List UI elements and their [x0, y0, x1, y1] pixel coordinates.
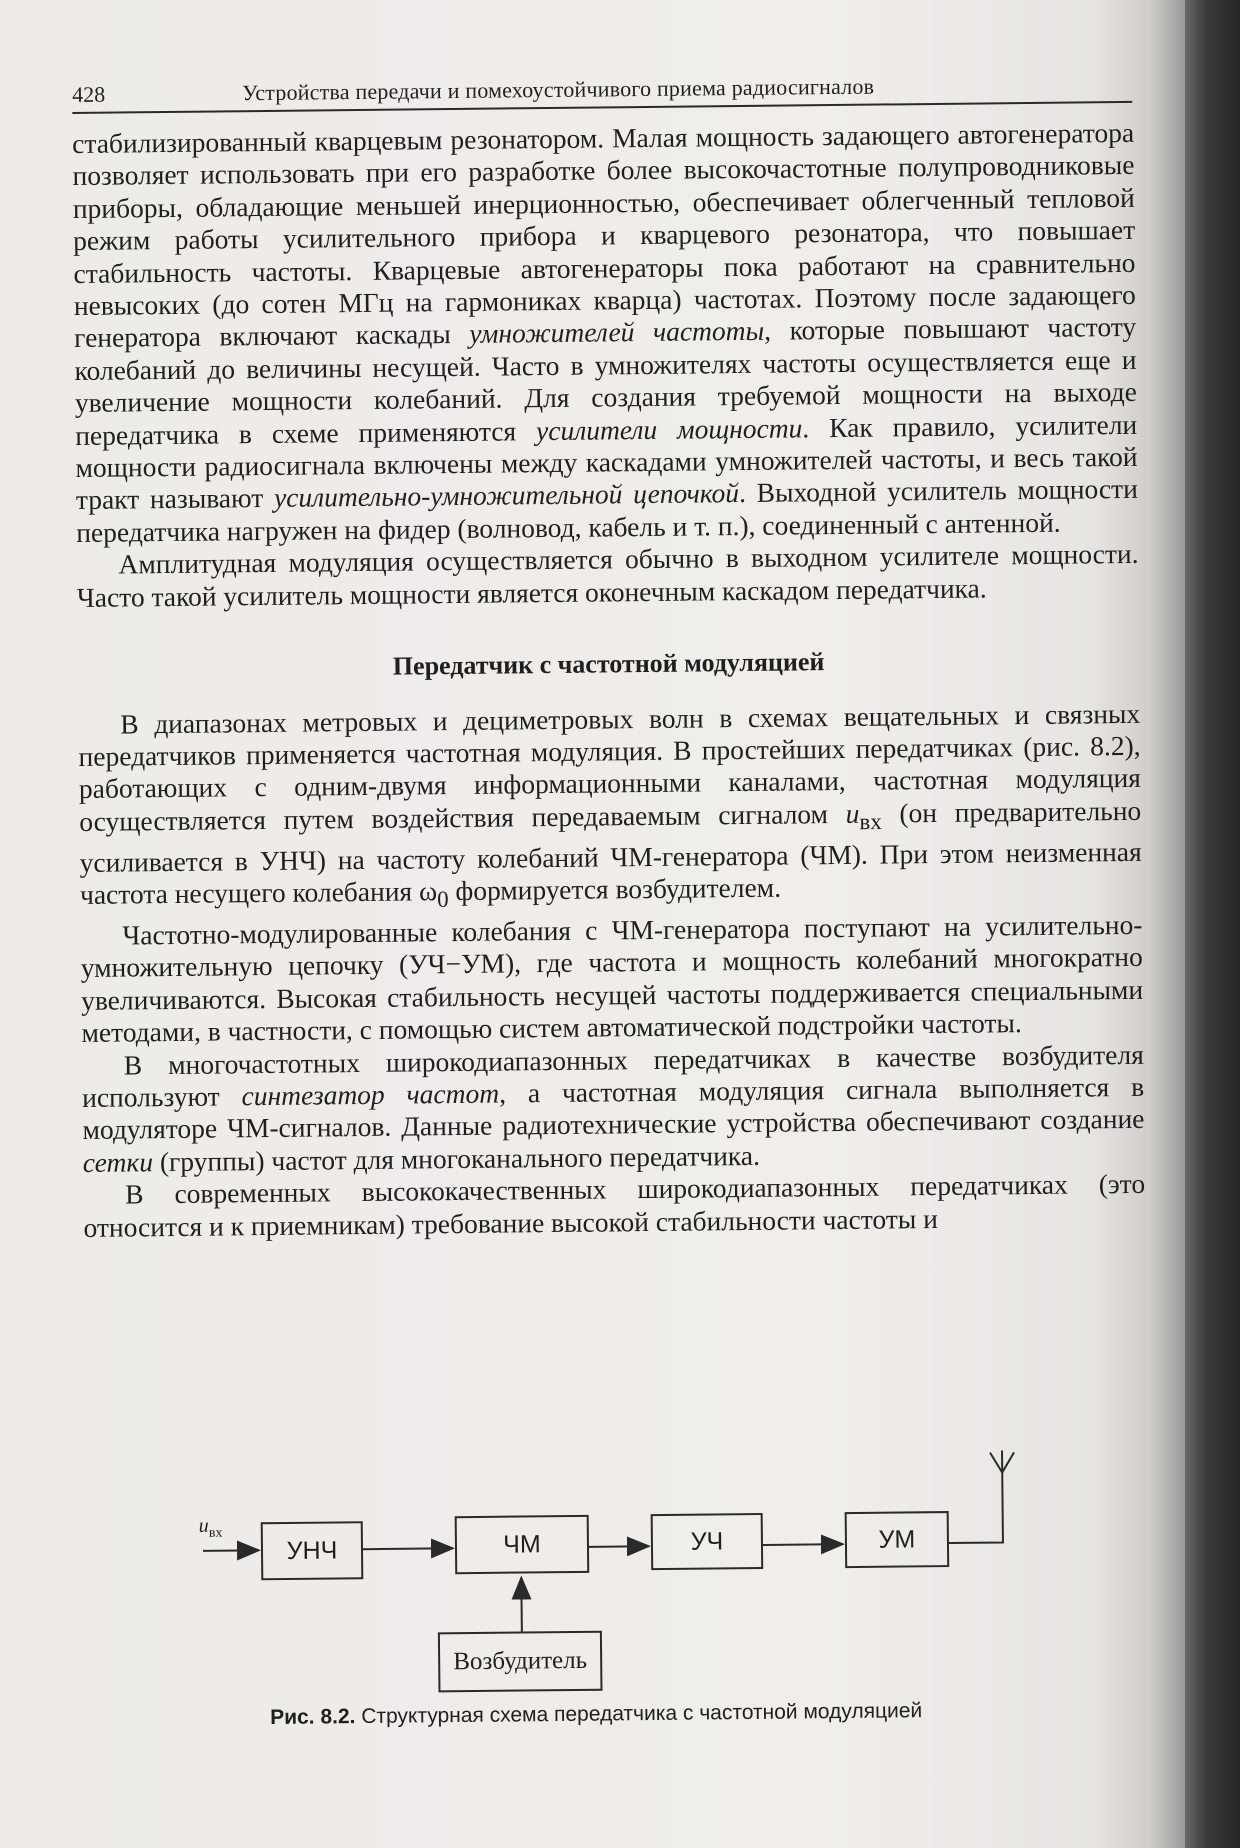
running-title: Устройства передачи и помехоустойчивого приема радиосигналов — [241, 73, 875, 106]
paragraph-1-text-a: стабилизированный кварцевым резонатором. Малая мощность задающего автогенератора позволяет использовать при его разработке более высокочастотные полупроводниковые приборы, обладающие меньшей инерционностью, обеспечивает облегченный тепловой режим работы усилительного прибора и кварцевого резонатора, что повышает стабильность частоты. Кварцевые автогенераторы пока работают на сравнительно невысоких (до сотен МГц на гармониках кварца) частотах. Поэтому после задающего генератора включают каскады — [72, 116, 1136, 354]
block-chm: ЧМ — [455, 1515, 590, 1574]
paragraph-6: В современных высококачественных широкодиапазонных передатчиках (это относится и к приемникам) требование высокой стабильности частоты и — [83, 1168, 1146, 1243]
paragraph-5-text-a: В многочастотных широкодиапазонных передатчиках в качестве возбудителя используют — [81, 1038, 1144, 1113]
figure-number: Рис. 8.2. — [270, 1705, 356, 1729]
block-exciter: Возбудитель — [438, 1631, 603, 1693]
paragraph-5-text-c: , а частотная модуляция сигнала выполняется в модуляторе ЧМ-сигналов. Данные радиотехнические устройства обеспечивают создание — [82, 1070, 1145, 1146]
figure-caption-text: Структурная схема передатчика с частотной модуляцией — [355, 1699, 923, 1729]
paragraph-2: Амплитудная модуляция осуществляется обычно в выходном усилителе мощности. Часто такой усилитель мощности является оконечным каскадом передатчика. — [76, 538, 1139, 613]
paragraph-1-text-c: , которые повышают частоту колебаний до величины несущей. Часто в умножителях частоты осуществляется еще и увеличение мощности колебаний. Для создания требуемой мощности на выходе передатчика в схеме применяются — [74, 311, 1137, 451]
output-line — [948, 1472, 1003, 1543]
signal-subscript: вх — [859, 808, 882, 835]
signal-symbol-u: u — [845, 797, 860, 829]
arrow-unch-to-chm — [363, 1548, 453, 1549]
term-grid: сетки — [82, 1145, 154, 1178]
antenna-icon — [990, 1450, 1014, 1472]
block-diagram — [190, 1446, 1093, 1705]
paragraph-3-text-d: формируется возбудителем. — [448, 871, 782, 907]
block-uch: УЧ — [651, 1513, 764, 1570]
arrow-chm-to-uch — [589, 1546, 649, 1547]
paragraph-4: Частотно-модулированные колебания с ЧМ-генератора поступают на усилительно-умножительную цепочку (УЧ−УМ), где частота и мощность колебаний многократно увеличиваются. Высокая стабильность несущей частоты поддерживается специальными методами, в частности, с помощью систем автоматической подстройки частоты. — [80, 908, 1144, 1049]
book-spine-shadow — [1185, 0, 1240, 1848]
term-frequency-synthesizer: синтезатор частот — [241, 1077, 500, 1112]
block-um: УМ — [845, 1511, 950, 1568]
section-heading: Передатчик с частотной модуляцией — [392, 647, 825, 681]
body-text — [72, 117, 1146, 1244]
block-unch: УНЧ — [261, 1521, 364, 1580]
paragraph-5 — [82, 1038, 1145, 1179]
paragraph-5-text-e: (группы) частот для многоканального передатчика. — [152, 1139, 761, 1177]
paragraph-1-text-g: . Выходной усилитель мощности передатчика нагружен на фидер (волновод, кабель и т. п.), соединенный с антенной. — [76, 473, 1138, 548]
page-header — [72, 71, 1132, 114]
paragraph-3 — [78, 697, 1142, 920]
paragraph-1 — [72, 117, 1138, 549]
page-number: 428 — [72, 81, 106, 107]
paragraph-3-text-c: (он предварительно усиливается в УНЧ) на частоту колебаний ЧМ-генератора (ЧМ). При этом неизменная частота несущего колебания ω — [79, 794, 1142, 910]
paragraph-3-text-a: В диапазонах метровых и дециметровых волн в схемах вещательных и связных передатчиков применяется частотная модуляция. В простейших передатчиках (рис. 8.2), работающих с одним-двумя информационными каналами, частотная модуляция осуществляется путем воздействия передаваемым сигналом — [78, 697, 1142, 837]
input-signal-label: $u_{вх}$ — [198, 1514, 223, 1541]
input-arrow — [203, 1550, 259, 1551]
term-frequency-multipliers: умножителей частоты — [469, 315, 765, 350]
omega-subscript: 0 — [437, 886, 449, 912]
arrow-uch-to-um — [763, 1544, 843, 1545]
term-amplifier-multiplier-chain: усилительно-умножительной цепочкой — [273, 477, 740, 514]
arrow-exciter-to-chm — [521, 1578, 522, 1632]
paragraph-1-text-e: . Как правило, усилители мощности радиосигнала включены между каскадами умножителей частоты, и весь такой тракт называют — [75, 408, 1138, 516]
term-power-amplifiers: усилители мощности — [535, 412, 803, 446]
